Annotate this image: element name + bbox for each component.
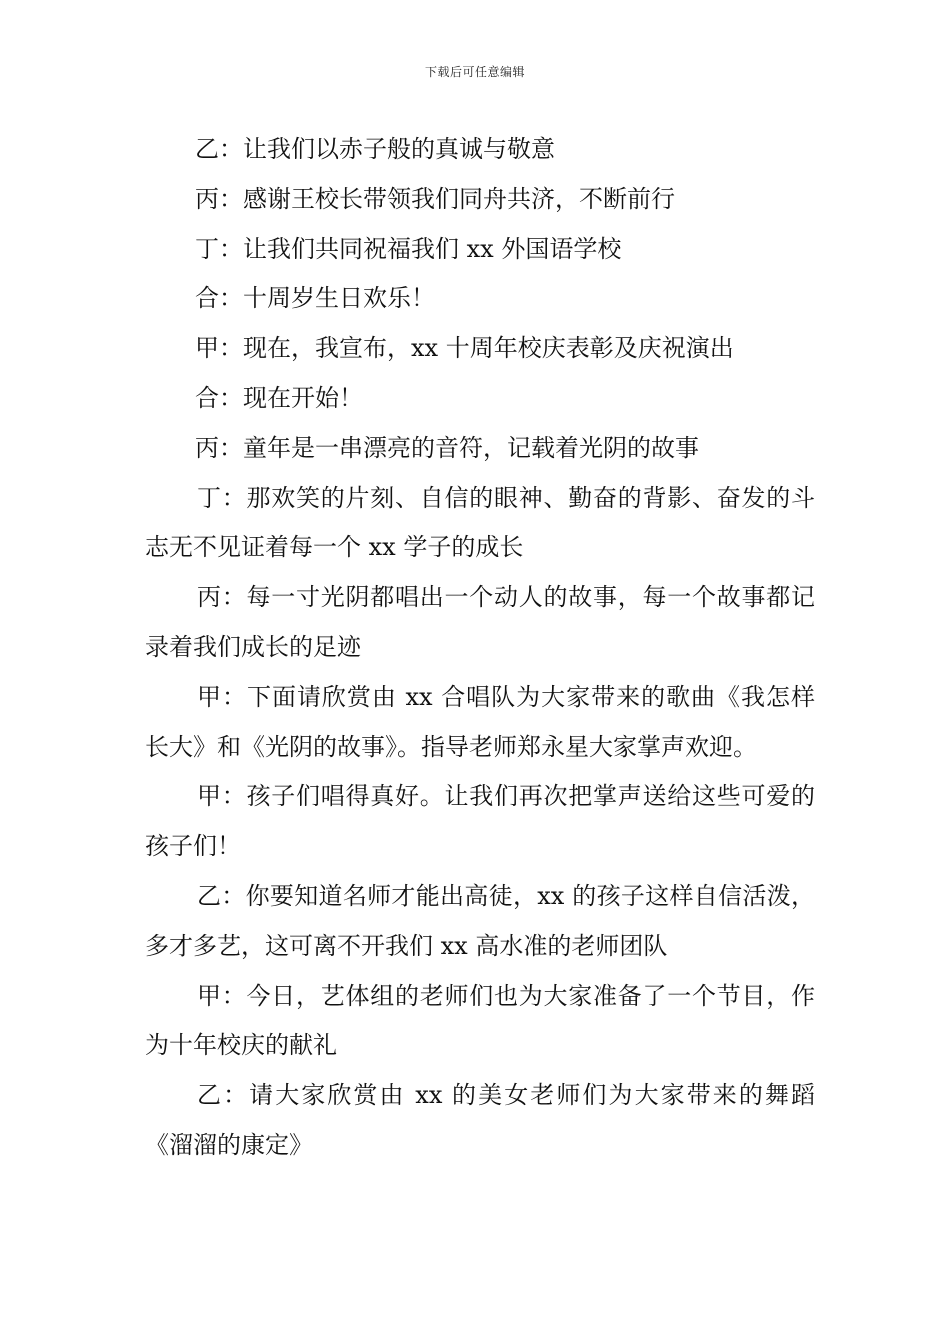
- document-body: [145, 125, 815, 1171]
- dialogue-line: 合：十周岁生日欢乐！: [195, 284, 435, 313]
- dialogue-line: 乙：让我们以赤子般的真诚与敬意: [195, 135, 555, 163]
- dialogue-line: 甲：现在，我宣布，xx 十周年校庆表彰及庆祝演出: [195, 334, 734, 363]
- dialogue-line: 丁：让我们共同祝福我们 xx 外国语学校: [195, 234, 622, 263]
- dialogue-line: 甲：今日，艺体组的老师们也为大家准备了一个节目，作为十年校庆的献礼: [145, 981, 815, 1060]
- dialogue-line: 乙：你要知道名师才能出高徒，xx 的孩子这样自信活泼，多才多艺，这可离不开我们 xx 高水准的老师团队: [145, 881, 815, 960]
- dialogue-line: 丙：每一寸光阴都唱出一个动人的故事，每一个故事都记录着我们成长的足迹: [145, 583, 815, 661]
- dialogue-line: 甲：孩子们唱得真好。让我们再次把掌声送给这些可爱的孩子们！: [145, 782, 815, 861]
- dialogue-line: 合：现在开始！: [195, 383, 363, 412]
- page-header: 下载后可任意编辑: [424, 65, 525, 79]
- dialogue-line: 丁：那欢笑的片刻、自信的眼神、勤奋的背影、奋发的斗志无不见证着每一个 xx 学子的成长: [145, 483, 815, 562]
- dialogue-line: 丙：感谢王校长带领我们同舟共济，不断前行: [195, 184, 675, 213]
- dialogue-line: 甲：下面请欣赏由 xx 合唱队为大家带来的歌曲《我怎样长大》和《光阴的故事》。指导老师郑永星大家掌声欢迎。: [145, 682, 815, 761]
- dialogue-line: 丙：童年是一串漂亮的音符，记载着光阴的故事: [195, 433, 699, 462]
- dialogue-line: 乙：请大家欣赏由 xx 的美女老师们为大家带来的舞蹈《溜溜的康定》: [145, 1081, 815, 1159]
